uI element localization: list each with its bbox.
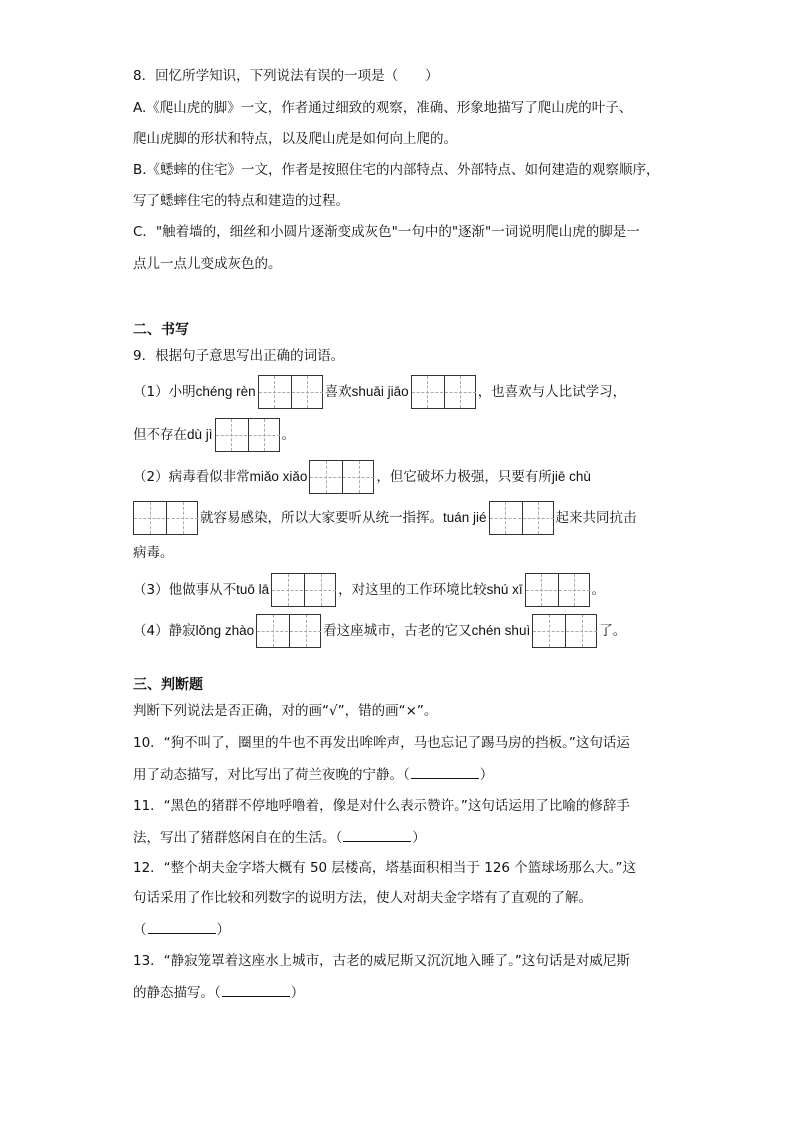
writing-box-duji[interactable] xyxy=(215,418,280,452)
s1-pinyin-3: dù jì xyxy=(187,427,213,442)
section3-title: 三、判断题 xyxy=(133,677,203,693)
s2-text-2: ，但它破坏力极强，只要有所 xyxy=(376,469,552,485)
q10-close-paren: ） xyxy=(479,767,494,783)
q12-answer-blank[interactable] xyxy=(148,919,216,934)
q13-close-paren: ） xyxy=(290,985,305,1001)
q10-line2 xyxy=(133,764,493,785)
q13-line1: 13．“静寂笼罩着这座水上城市，古老的威尼斯又沉沉地入睡了。”这句话是对威尼斯 xyxy=(133,953,630,969)
q11-text: 法，写出了猪群悠闲自在的生活。（ xyxy=(133,830,343,846)
q8-option-c-line1: C．"触着墙的，细丝和小圆片逐渐变成灰色"一句中的"逐渐"一词说明爬山虎的脚是一 xyxy=(133,224,640,240)
s2-text-4: 起来共同抗击 xyxy=(555,510,637,526)
q10-text: 用了动态描写，对比写出了荷兰夜晚的宁静。（ xyxy=(133,767,410,783)
q9-sentence1-line1 xyxy=(133,375,626,409)
q11-line1: 11．“黑色的猪群不停地呼噜着，像是对什么表示赞许。”这句话运用了比喻的修辞手 xyxy=(133,798,630,814)
q8-option-a-line2: 爬山虎脚的形状和特点，以及爬山虎是如何向上爬的。 xyxy=(133,131,457,147)
q8-option-c-line2: 点儿一点儿变成灰色的。 xyxy=(133,256,282,272)
q10-line1: 10．“狗不叫了，圈里的牛也不再发出哞哞声，马也忘记了踢马房的挡板。”这句话运 xyxy=(133,735,630,751)
section3-intro: 判断下列说法是否正确，对的画“√”，错的画“×”。 xyxy=(133,703,438,719)
q12-open-paren: （ xyxy=(133,922,147,938)
q13-text: 的静态描写。（ xyxy=(133,985,221,1001)
q9-sentence2-line3: 病毒。 xyxy=(133,545,174,561)
q12-line1: 12．“整个胡夫金字塔大概有 50 层楼高，塔基面积相当于 126 个篮球场那么大。”这 xyxy=(133,860,637,876)
writing-box-chengren[interactable] xyxy=(258,375,323,409)
q9-sentence4 xyxy=(133,614,626,648)
q9-sentence2-line2 xyxy=(133,501,637,535)
writing-box-jiechu[interactable] xyxy=(133,501,198,535)
q12-line2: 句话采用了作比较和列数字的说明方法，使人对胡夫金字塔有了直观的了解。 xyxy=(133,890,592,906)
s3-text-3: 。 xyxy=(591,582,606,598)
q12-line3 xyxy=(133,919,230,940)
writing-box-chenshui[interactable] xyxy=(532,614,597,648)
s4-pinyin-2: chén shuì xyxy=(471,623,531,638)
q9-sentence3 xyxy=(133,573,605,607)
q11-close-paren: ） xyxy=(412,830,426,846)
q13-answer-blank[interactable] xyxy=(222,982,290,997)
q9-sentence1-line2 xyxy=(133,418,295,452)
s4-text-1: （4）静寂 xyxy=(133,623,196,639)
s3-text-2: ，对这里的工作环境比较 xyxy=(338,582,487,598)
q9-stem: 9．根据句子意思写出正确的词语。 xyxy=(133,348,345,364)
q13-line2 xyxy=(133,982,304,1003)
q11-line2 xyxy=(133,827,426,848)
q11-answer-blank[interactable] xyxy=(343,827,411,842)
writing-box-tuola[interactable] xyxy=(271,573,336,607)
q9-sentence2-line1 xyxy=(133,460,591,494)
q10-answer-blank[interactable] xyxy=(411,764,479,779)
q8-option-b-line2: 写了蟋蟀住宅的特点和建造的过程。 xyxy=(133,193,349,209)
s1-text-4: 但不存在 xyxy=(133,427,187,443)
q8-option-b-line1: B.《蟋蟀的住宅》一文，作者是按照住宅的内部特点、外部特点、如何建造的观察顺序， xyxy=(133,162,660,178)
s2-text-3: 就容易感染，所以大家要听从统一指挥。 xyxy=(200,510,443,526)
q12-close-paren: ） xyxy=(216,922,230,938)
s2-pinyin-2: jiē chù xyxy=(551,469,591,484)
s2-pinyin-1: miǎo xiǎo xyxy=(249,469,308,484)
writing-box-longzhao[interactable] xyxy=(256,614,321,648)
s4-text-3: 了。 xyxy=(599,623,627,639)
s1-text-2: 喜欢 xyxy=(324,384,352,400)
s4-text-2: 看这座城市，古老的它又 xyxy=(323,623,472,639)
s1-text-3: ，也喜欢与人比试学习， xyxy=(477,384,627,400)
section2-title: 二、书写 xyxy=(133,322,189,338)
writing-box-miaoxiao[interactable] xyxy=(309,460,374,494)
s3-pinyin-1: tuō lā xyxy=(236,582,270,597)
s2-text-1: （2）病毒看似非常 xyxy=(133,469,250,485)
s2-pinyin-3: tuán jié xyxy=(443,510,487,525)
q8-option-a-line1: A.《爬山虎的脚》一文，作者通过细致的观察，准确、形象地描写了爬山虎的叶子、 xyxy=(133,100,633,116)
s3-text-1: （3）他做事从不 xyxy=(133,582,237,598)
s1-text-1: （1）小明 xyxy=(133,384,196,400)
s4-pinyin-1: lǒng zhào xyxy=(195,623,255,638)
s3-pinyin-2: shú xī xyxy=(486,582,523,597)
s1-pinyin-2: shuāi jiāo xyxy=(351,384,409,399)
q8-stem: 8．回忆所学知识，下列说法有误的一项是（ ） xyxy=(133,68,439,84)
writing-box-tuanjie[interactable] xyxy=(489,501,554,535)
s1-text-5: 。 xyxy=(281,427,296,443)
writing-box-shuxi[interactable] xyxy=(525,573,590,607)
s1-pinyin-1: chéng rèn xyxy=(195,384,256,399)
writing-box-shuaijiao[interactable] xyxy=(411,375,476,409)
